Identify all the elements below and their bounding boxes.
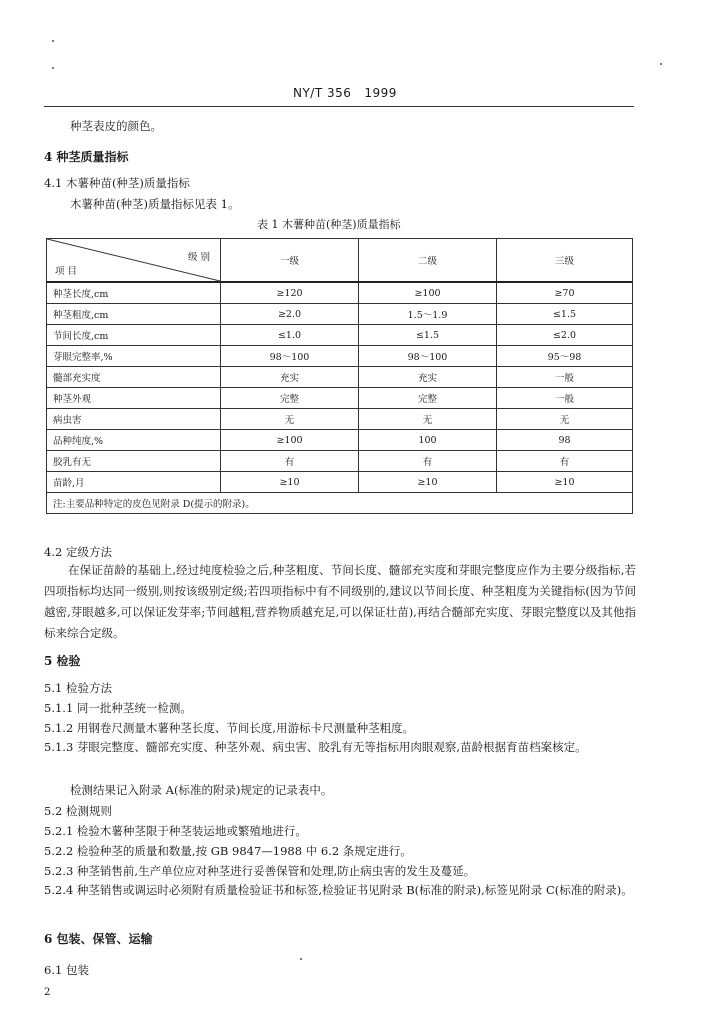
standard-code: NY/T 356 bbox=[293, 86, 352, 100]
section-4-2-title: 4.2 定级方法 bbox=[44, 545, 112, 559]
row-item: 品种纯度,% bbox=[47, 430, 221, 451]
scan-speck bbox=[660, 63, 662, 65]
row-value: ≥120 bbox=[221, 282, 359, 304]
section-4-title: 4 种茎质量指标 bbox=[44, 150, 129, 164]
table-row bbox=[47, 388, 633, 409]
row-value: ≥100 bbox=[359, 282, 497, 304]
section-5-2-title: 5.2 检测规则 bbox=[44, 804, 112, 818]
scan-speck bbox=[52, 67, 54, 69]
table-row bbox=[47, 451, 633, 472]
table-row bbox=[47, 367, 633, 388]
header-rule bbox=[44, 106, 634, 107]
row-item: 胶乳有无 bbox=[47, 451, 221, 472]
page-number: 2 bbox=[44, 987, 51, 998]
row-value: 95～98 bbox=[497, 346, 633, 367]
row-value: 有 bbox=[221, 451, 359, 472]
section-5-1-title: 5.1 检验方法 bbox=[44, 681, 112, 695]
record-note: 检测结果记入附录 A(标准的附录)规定的记录表中。 bbox=[70, 783, 333, 797]
row-value: 完整 bbox=[359, 388, 497, 409]
row-item: 髓部充实度 bbox=[47, 367, 221, 388]
section-5-1-2: 5.1.2 用钢卷尺测量木薯种茎长度、节间长度,用游标卡尺测量种茎粗度。 bbox=[44, 721, 415, 735]
table-row bbox=[47, 472, 633, 493]
row-value: 98～100 bbox=[359, 346, 497, 367]
corner-grade-label: 级 别 bbox=[187, 252, 210, 263]
row-value: 有 bbox=[497, 451, 633, 472]
section-4-2-text: 在保证苗龄的基础上,经过纯度检验之后,种茎粗度、节间长度、髓部充实度和芽眼完整度应作为主要分级指标,若四项指标均达同一级别,则按该级别定级;若四项指标中有不同级别的,建议以节间长度、种茎粗度为关键指标(因为节间越密,芽眼越多,可以保证发芽率;节间越粗,营养物质越充足,可以保证壮苗),再结合髓部充实度、芽眼完整度以及其他指标来综合定级。 bbox=[44, 563, 636, 640]
section-4-1-text: 木薯种苗(种茎)质量指标见表 1。 bbox=[70, 197, 240, 211]
intro-line: 种茎表皮的颜色。 bbox=[70, 119, 162, 133]
quality-table bbox=[46, 238, 633, 514]
row-value: ≥100 bbox=[221, 430, 359, 451]
row-value: 完整 bbox=[221, 388, 359, 409]
row-value: ≤1.0 bbox=[221, 325, 359, 346]
row-value: ≤1.5 bbox=[359, 325, 497, 346]
table-note-row bbox=[47, 493, 633, 514]
row-value: 一般 bbox=[497, 367, 633, 388]
grade-header-2: 二级 bbox=[359, 239, 497, 283]
row-value: 无 bbox=[359, 409, 497, 430]
row-value: ≤1.5 bbox=[497, 304, 633, 325]
section-6-1-title: 6.1 包装 bbox=[44, 963, 89, 977]
grade-header-1: 一级 bbox=[221, 239, 359, 283]
row-item: 节间长度,cm bbox=[47, 325, 221, 346]
table-row bbox=[47, 304, 633, 325]
table-note: 注:主要品种特定的皮色见附录 D(提示的附录)。 bbox=[47, 493, 633, 514]
table-row bbox=[47, 325, 633, 346]
section-5-2-2: 5.2.2 检验种茎的质量和数量,按 GB 9847—1988 中 6.2 条规定进行。 bbox=[44, 844, 412, 858]
section-4-1-title: 4.1 木薯种苗(种茎)质量指标 bbox=[44, 176, 190, 190]
row-value: ≤2.0 bbox=[497, 325, 633, 346]
row-value: ≥70 bbox=[497, 282, 633, 304]
row-item: 苗龄,月 bbox=[47, 472, 221, 493]
section-5-2-3: 5.2.3 种茎销售前,生产单位应对种茎进行妥善保管和处理,防止病虫害的发生及蔓延。 bbox=[44, 864, 476, 878]
row-item: 种茎粗度,cm bbox=[47, 304, 221, 325]
row-value: 98～100 bbox=[221, 346, 359, 367]
row-value: 98 bbox=[497, 430, 633, 451]
row-value: 有 bbox=[359, 451, 497, 472]
scan-speck bbox=[300, 958, 302, 960]
row-value: ≥10 bbox=[359, 472, 497, 493]
row-value: 无 bbox=[221, 409, 359, 430]
table-corner-cell bbox=[47, 239, 221, 283]
row-value: 100 bbox=[359, 430, 497, 451]
section-5-1-1: 5.1.1 同一批种茎统一检测。 bbox=[44, 701, 192, 715]
row-value: 无 bbox=[497, 409, 633, 430]
table-row bbox=[47, 346, 633, 367]
row-item: 种茎外观 bbox=[47, 388, 221, 409]
corner-item-label: 项 目 bbox=[55, 266, 78, 277]
standard-year: 1999 bbox=[364, 86, 397, 100]
standard-code-header bbox=[293, 86, 397, 100]
row-item: 芽眼完整率,% bbox=[47, 346, 221, 367]
table-row bbox=[47, 282, 633, 304]
row-value: ≥10 bbox=[497, 472, 633, 493]
grade-header-3: 三级 bbox=[497, 239, 633, 283]
section-6-title: 6 包装、保管、运输 bbox=[44, 932, 153, 946]
row-value: ≥10 bbox=[221, 472, 359, 493]
row-value: 充实 bbox=[359, 367, 497, 388]
row-item: 病虫害 bbox=[47, 409, 221, 430]
table-row bbox=[47, 430, 633, 451]
row-value: ≥2.0 bbox=[221, 304, 359, 325]
section-5-title: 5 检验 bbox=[44, 654, 81, 668]
section-5-1-3: 5.1.3 芽眼完整度、髓部充实度、种茎外观、病虫害、胶乳有无等指标用肉眼观察,苗龄根据育苗档案核定。 bbox=[44, 740, 587, 754]
table-caption: 表 1 木薯种苗(种茎)质量指标 bbox=[257, 218, 401, 231]
table-header-row bbox=[47, 239, 633, 283]
row-value: 1.5～1.9 bbox=[359, 304, 497, 325]
section-5-2-4: 5.2.4 种茎销售或调运时必须附有质量检验证书和标签,检验证书见附录 B(标准的附录),标签见附录 C(标准的附录)。 bbox=[44, 883, 633, 897]
row-value: 一般 bbox=[497, 388, 633, 409]
row-item: 种茎长度,cm bbox=[47, 282, 221, 304]
section-5-2-1: 5.2.1 检验木薯种茎限于种茎装运地或繁殖地进行。 bbox=[44, 824, 307, 838]
row-value: 充实 bbox=[221, 367, 359, 388]
scan-speck bbox=[52, 40, 54, 42]
table-row bbox=[47, 409, 633, 430]
